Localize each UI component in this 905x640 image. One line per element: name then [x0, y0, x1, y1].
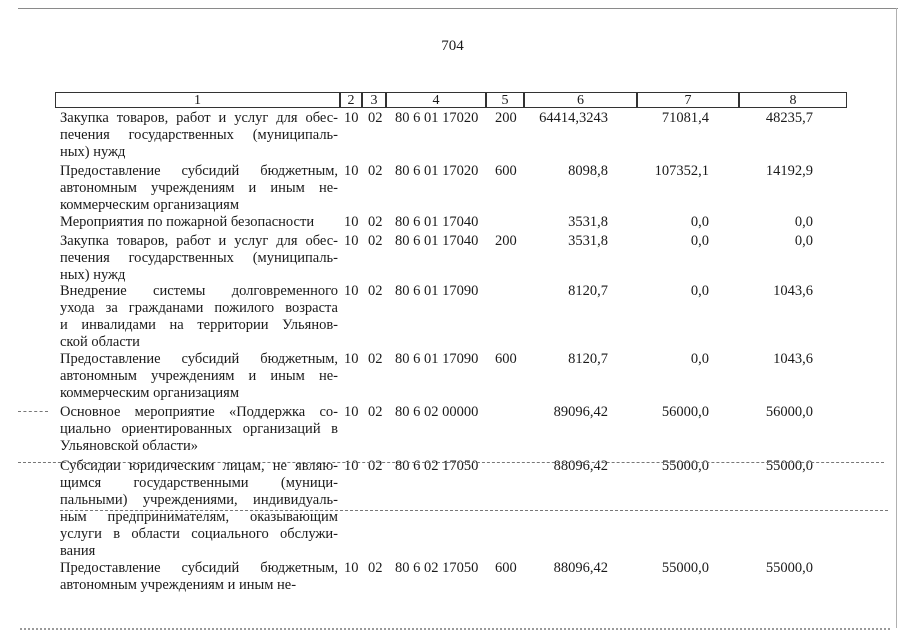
- section-code: 10: [344, 233, 359, 249]
- expense-type-code: 600: [495, 351, 517, 367]
- description-line: Внедрение системы долговременного: [60, 283, 338, 299]
- row-description: [60, 110, 338, 161]
- description-line: услуги в области социального обслужи-: [60, 526, 338, 542]
- expense-type-code: 200: [495, 110, 517, 126]
- description-line: ухода за гражданами пожилого возраста: [60, 300, 338, 316]
- description-line: Закупка товаров, работ и услуг для обес-: [60, 233, 338, 249]
- section-code: 10: [344, 404, 359, 420]
- expense-type-code: 600: [495, 163, 517, 179]
- subsection-code: 02: [368, 233, 383, 249]
- subsection-code: 02: [368, 351, 383, 367]
- target-article-code: 80 6 01 17020: [395, 163, 479, 179]
- target-article-code: 80 6 01 17090: [395, 283, 479, 299]
- amount-col-6: 8120,7: [568, 351, 608, 367]
- description-line: автономным учреждениям и иным не-: [60, 180, 338, 196]
- row-description: [60, 283, 338, 351]
- column-header-7: 7: [637, 92, 739, 108]
- amount-col-7: 71081,4: [661, 110, 709, 126]
- column-header-1: 1: [55, 92, 340, 108]
- section-code: 10: [344, 163, 359, 179]
- description-line: Мероприятия по пожарной безопасности: [60, 214, 315, 230]
- description-line: ным предпринимателям, оказывающим: [60, 509, 338, 525]
- description-line: Предоставление субсидий бюджетным,: [60, 163, 338, 179]
- amount-col-7: 107352,1: [654, 163, 709, 179]
- scan-noise-line: [60, 510, 888, 511]
- row-description: [60, 560, 338, 594]
- description-line: автономным учреждениям и иным не-: [60, 368, 338, 384]
- amount-col-8: 48235,7: [765, 110, 813, 126]
- scan-noise-line: [18, 462, 884, 463]
- description-line: Закупка товаров, работ и услуг для обес-: [60, 110, 338, 126]
- target-article-code: 80 6 01 17040: [395, 214, 479, 230]
- target-article-code: 80 6 01 17090: [395, 351, 479, 367]
- amount-col-6: 8098,8: [568, 163, 608, 179]
- amount-col-6: 89096,42: [553, 404, 608, 420]
- description-line: вания: [60, 543, 96, 559]
- amount-col-7: 55000,0: [661, 560, 709, 576]
- column-header-6: 6: [524, 92, 637, 108]
- amount-col-6: 3531,8: [568, 233, 608, 249]
- subsection-code: 02: [368, 404, 383, 420]
- scan-bottom-edge: [20, 628, 890, 630]
- amount-col-8: 56000,0: [765, 404, 813, 420]
- description-line: Субсидии юридическим лицам, не являю-: [60, 458, 338, 474]
- target-article-code: 80 6 01 17020: [395, 110, 479, 126]
- description-line: печения государственных (муниципаль-: [60, 250, 338, 266]
- amount-col-7: 0,0: [690, 351, 709, 367]
- description-line: Предоставление субсидий бюджетным,: [60, 560, 338, 576]
- amount-col-8: 0,0: [794, 214, 813, 230]
- description-line: печения государственных (муниципаль-: [60, 127, 338, 143]
- amount-col-8: 55000,0: [765, 560, 813, 576]
- description-line: пальными) учреждениями, индивидуаль-: [60, 492, 338, 508]
- section-code: 10: [344, 110, 359, 126]
- column-header-8: 8: [739, 92, 847, 108]
- amount-col-8: 55000,0: [765, 458, 813, 474]
- row-description: [60, 404, 338, 455]
- page-number: 704: [441, 38, 464, 54]
- amount-col-7: 0,0: [690, 214, 709, 230]
- row-description: [60, 233, 338, 284]
- amount-col-8: 14192,9: [765, 163, 813, 179]
- section-code: 10: [344, 458, 359, 474]
- description-line: Предоставление субсидий бюджетным,: [60, 351, 338, 367]
- scan-border-right: [896, 8, 897, 628]
- target-article-code: 80 6 01 17040: [395, 233, 479, 249]
- amount-col-8: 1043,6: [773, 351, 813, 367]
- column-header-2: 2: [340, 92, 362, 108]
- description-line: циально ориентированных организаций в: [60, 421, 338, 437]
- amount-col-7: 0,0: [690, 233, 709, 249]
- description-line: ных) нужд: [60, 144, 126, 160]
- target-article-code: 80 6 02 17050: [395, 560, 479, 576]
- amount-col-6: 8120,7: [568, 283, 608, 299]
- amount-col-8: 1043,6: [773, 283, 813, 299]
- amount-col-7: 56000,0: [661, 404, 709, 420]
- column-header-4: 4: [386, 92, 486, 108]
- description-line: коммерческим организациям: [60, 197, 240, 213]
- row-description: [60, 214, 338, 231]
- subsection-code: 02: [368, 163, 383, 179]
- description-line: коммерческим организациям: [60, 385, 240, 401]
- section-code: 10: [344, 560, 359, 576]
- row-description: [60, 163, 338, 214]
- description-line: автономным учреждениям и иным не-: [60, 577, 297, 593]
- row-description: [60, 351, 338, 402]
- expense-type-code: 600: [495, 560, 517, 576]
- amount-col-6: 64414,3243: [539, 110, 608, 126]
- expense-type-code: 200: [495, 233, 517, 249]
- scan-border-top: [18, 8, 898, 9]
- section-code: 10: [344, 351, 359, 367]
- description-line: и инвалидами на территории Ульянов-: [60, 317, 338, 333]
- section-code: 10: [344, 214, 359, 230]
- subsection-code: 02: [368, 214, 383, 230]
- section-code: 10: [344, 283, 359, 299]
- subsection-code: 02: [368, 110, 383, 126]
- description-line: ных) нужд: [60, 267, 126, 283]
- subsection-code: 02: [368, 560, 383, 576]
- amount-col-6: 3531,8: [568, 214, 608, 230]
- description-line: щимся государственными (муници-: [60, 475, 338, 491]
- amount-col-8: 0,0: [794, 233, 813, 249]
- amount-col-7: 55000,0: [661, 458, 709, 474]
- scan-noise-line: [18, 411, 48, 412]
- description-line: Основное мероприятие «Поддержка со-: [60, 404, 338, 420]
- column-header-3: 3: [362, 92, 386, 108]
- amount-col-6: 88096,42: [553, 560, 608, 576]
- target-article-code: 80 6 02 00000: [395, 404, 479, 420]
- row-description: [60, 458, 338, 560]
- subsection-code: 02: [368, 458, 383, 474]
- subsection-code: 02: [368, 283, 383, 299]
- amount-col-6: 88096,42: [553, 458, 608, 474]
- target-article-code: 80 6 02 17050: [395, 458, 479, 474]
- description-line: Ульяновской области»: [60, 438, 199, 454]
- amount-col-7: 0,0: [690, 283, 709, 299]
- description-line: ской области: [60, 334, 140, 350]
- column-header-5: 5: [486, 92, 524, 108]
